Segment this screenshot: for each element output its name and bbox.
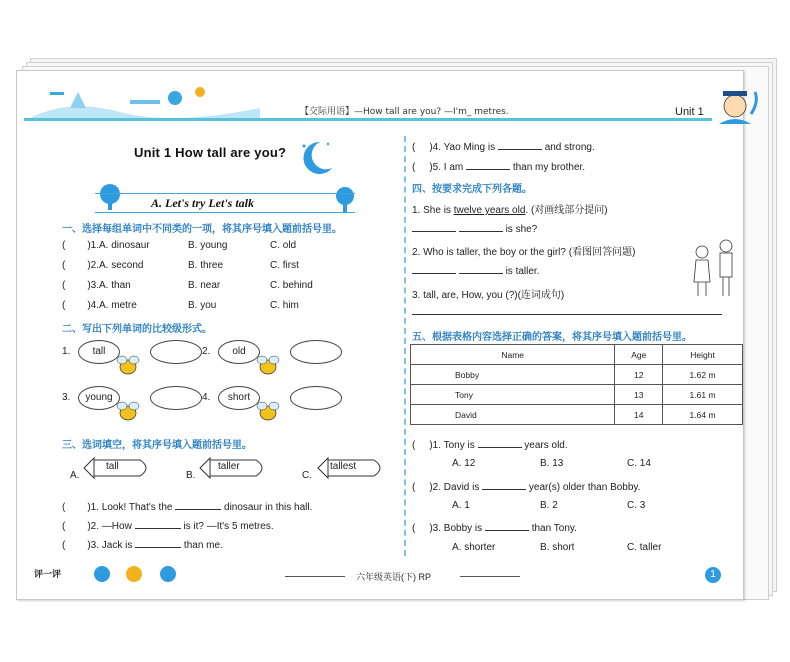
- s5-q3-option-c: C. taller: [627, 542, 662, 553]
- rocket-word-b: taller: [218, 461, 240, 472]
- s1-row-2-c: C. first: [270, 260, 299, 271]
- s5-q2-option-a: A. 1: [452, 500, 470, 511]
- table-header-cell: Age: [615, 345, 663, 365]
- s4-question-2: 2. Who is taller, the boy or the girl? (看图回答问题): [412, 247, 636, 258]
- height-table: [410, 344, 743, 425]
- table-cell: 1.64 m: [663, 405, 743, 425]
- s3-question-4: ( )4. Yao Ming is and strong.: [412, 142, 595, 153]
- s5-q1-option-c: C. 14: [627, 458, 651, 469]
- answer-blank[interactable]: [485, 521, 529, 531]
- header-band: [24, 118, 712, 121]
- table-row: [411, 405, 743, 425]
- option-letter-a: A.: [70, 470, 80, 481]
- column-divider: [404, 136, 406, 556]
- s5-question-3: ( )3. Bobby is than Tony.: [412, 523, 577, 534]
- s2-num-3: 3.: [62, 392, 71, 403]
- table-header-row: [411, 345, 743, 365]
- section-banner: [95, 193, 355, 213]
- table-cell: Tony: [411, 385, 615, 405]
- section1-title: 一、选择每组单词中不同类的一项，将其序号填入题前括号里。: [62, 224, 342, 235]
- answer-blank[interactable]: [498, 140, 542, 150]
- s3-question-1: ( )1. Look! That's the dinosaur in this hall.: [62, 502, 313, 513]
- s4-answer-1: is she?: [412, 222, 537, 235]
- answer-blank[interactable]: [466, 160, 510, 170]
- answer-blank[interactable]: [412, 264, 456, 274]
- boy-and-girl-icon: [690, 238, 742, 298]
- s1-row-1-c: C. old: [270, 240, 297, 251]
- answer-blank[interactable]: [459, 222, 503, 232]
- s5-q3-option-a: A. shorter: [452, 542, 496, 553]
- lesson-topic-header: 【交际用语】—How tall are you? —I'm_ metres.: [300, 107, 509, 117]
- s3-question-2: ( )2. —How is it? —It's 5 metres.: [62, 521, 274, 532]
- s1-row-2: ( )2.A. second: [62, 260, 144, 271]
- answer-blank[interactable]: [459, 264, 503, 274]
- table-row: [411, 365, 743, 385]
- answer-bubble-4[interactable]: [290, 386, 342, 410]
- s4-question-3: 3. tall, are, How, you (?)(连词成句): [412, 290, 565, 301]
- s1-row-3: ( )3.A. than: [62, 280, 131, 291]
- bubble-word-tall: tall: [78, 340, 120, 364]
- bee-icon: [114, 352, 142, 378]
- table-cell: 14: [615, 405, 663, 425]
- rocket-word-a: tall: [106, 461, 119, 472]
- s1-row-4-c: C. him: [270, 300, 299, 311]
- table-cell: 13: [615, 385, 663, 405]
- s5-q1-option-b: B. 13: [540, 458, 564, 469]
- table-row: [411, 385, 743, 405]
- answer-blank[interactable]: [478, 438, 522, 448]
- bubble-word-old: old: [218, 340, 260, 364]
- unit-tag: Unit 1: [675, 106, 704, 118]
- table-header-cell: Height: [663, 345, 743, 365]
- page-number-badge: 1: [705, 567, 721, 583]
- answer-bubble-2[interactable]: [290, 340, 342, 364]
- table-cell: Bobby: [411, 365, 615, 385]
- s4-answer-2: is taller.: [412, 264, 539, 277]
- table-header-cell: Name: [411, 345, 615, 365]
- answer-blank[interactable]: [175, 500, 221, 510]
- table-cell: 1.61 m: [663, 385, 743, 405]
- s3-question-3: ( )3. Jack is than me.: [62, 540, 223, 551]
- section2-title: 二、写出下列单词的比较级形式。: [62, 324, 212, 335]
- rocket-word-c: tallest: [330, 461, 357, 472]
- s1-row-1-b: B. young: [188, 240, 228, 251]
- s1-row-1: ( )1.A. dinosaur: [62, 240, 150, 251]
- bee-icon: [254, 352, 282, 378]
- s5-q3-option-b: B. short: [540, 542, 575, 553]
- s1-row-3-b: B. near: [188, 280, 221, 291]
- header-decoration-left: [30, 78, 260, 120]
- section3-title: 三、选词填空，将其序号填入题前括号里。: [62, 440, 252, 451]
- section4-title: 四、按要求完成下列各题。: [412, 184, 532, 195]
- answer-blank[interactable]: [135, 519, 181, 529]
- s3-question-5: ( )5. I am than my brother.: [412, 162, 586, 173]
- s5-question-2: ( )2. David is year(s) older than Bobby.: [412, 482, 641, 493]
- footer-book-name: 六年级英语(下) RP: [356, 572, 431, 582]
- answer-bubble-1[interactable]: [150, 340, 202, 364]
- footer-fruit-icons: [92, 560, 182, 586]
- option-letter-b: B.: [186, 470, 196, 481]
- table-cell: 1.62 m: [663, 365, 743, 385]
- answer-blank[interactable]: [482, 480, 526, 490]
- s4-question-1: 1. She is twelve years old. (对画线部分提问): [412, 205, 608, 216]
- answer-blank[interactable]: [135, 538, 181, 548]
- footer-rate-label: 评一评: [34, 569, 62, 579]
- s5-q2-option-b: B. 2: [540, 500, 558, 511]
- s2-num-1: 1.: [62, 346, 71, 357]
- bubble-word-young: young: [78, 386, 120, 410]
- s2-num-4: 4.: [202, 392, 211, 403]
- s1-row-4: ( )4.A. metre: [62, 300, 137, 311]
- bee-icon: [114, 398, 142, 424]
- section5-title: 五、根据表格内容选择正确的答案，将其序号填入题前括号里。: [412, 332, 692, 343]
- bee-icon: [254, 398, 282, 424]
- moon-icon: [296, 138, 336, 178]
- banner-text: A. Let's try Let's talk: [151, 196, 254, 210]
- table-cell: 12: [615, 365, 663, 385]
- footer-rule-right: [460, 576, 520, 577]
- s5-q2-option-c: C. 3: [627, 500, 646, 511]
- s1-row-2-b: B. three: [188, 260, 224, 271]
- page-title: Unit 1 How tall are you?: [134, 145, 287, 160]
- footer-rule-left: [285, 576, 345, 577]
- s2-num-2: 2.: [202, 346, 211, 357]
- s5-question-1: ( )1. Tony is years old.: [412, 440, 568, 451]
- answer-bubble-3[interactable]: [150, 386, 202, 410]
- s1-row-4-b: B. you: [188, 300, 217, 311]
- bubble-word-short: short: [218, 386, 260, 410]
- s4-answer-line-3[interactable]: [412, 314, 722, 315]
- table-cell: David: [411, 405, 615, 425]
- option-letter-c: C.: [302, 470, 312, 481]
- boy-graduate-icon: [715, 84, 765, 124]
- s1-row-3-c: C. behind: [270, 280, 313, 291]
- answer-blank[interactable]: [412, 222, 456, 232]
- s5-q1-option-a: A. 12: [452, 458, 476, 469]
